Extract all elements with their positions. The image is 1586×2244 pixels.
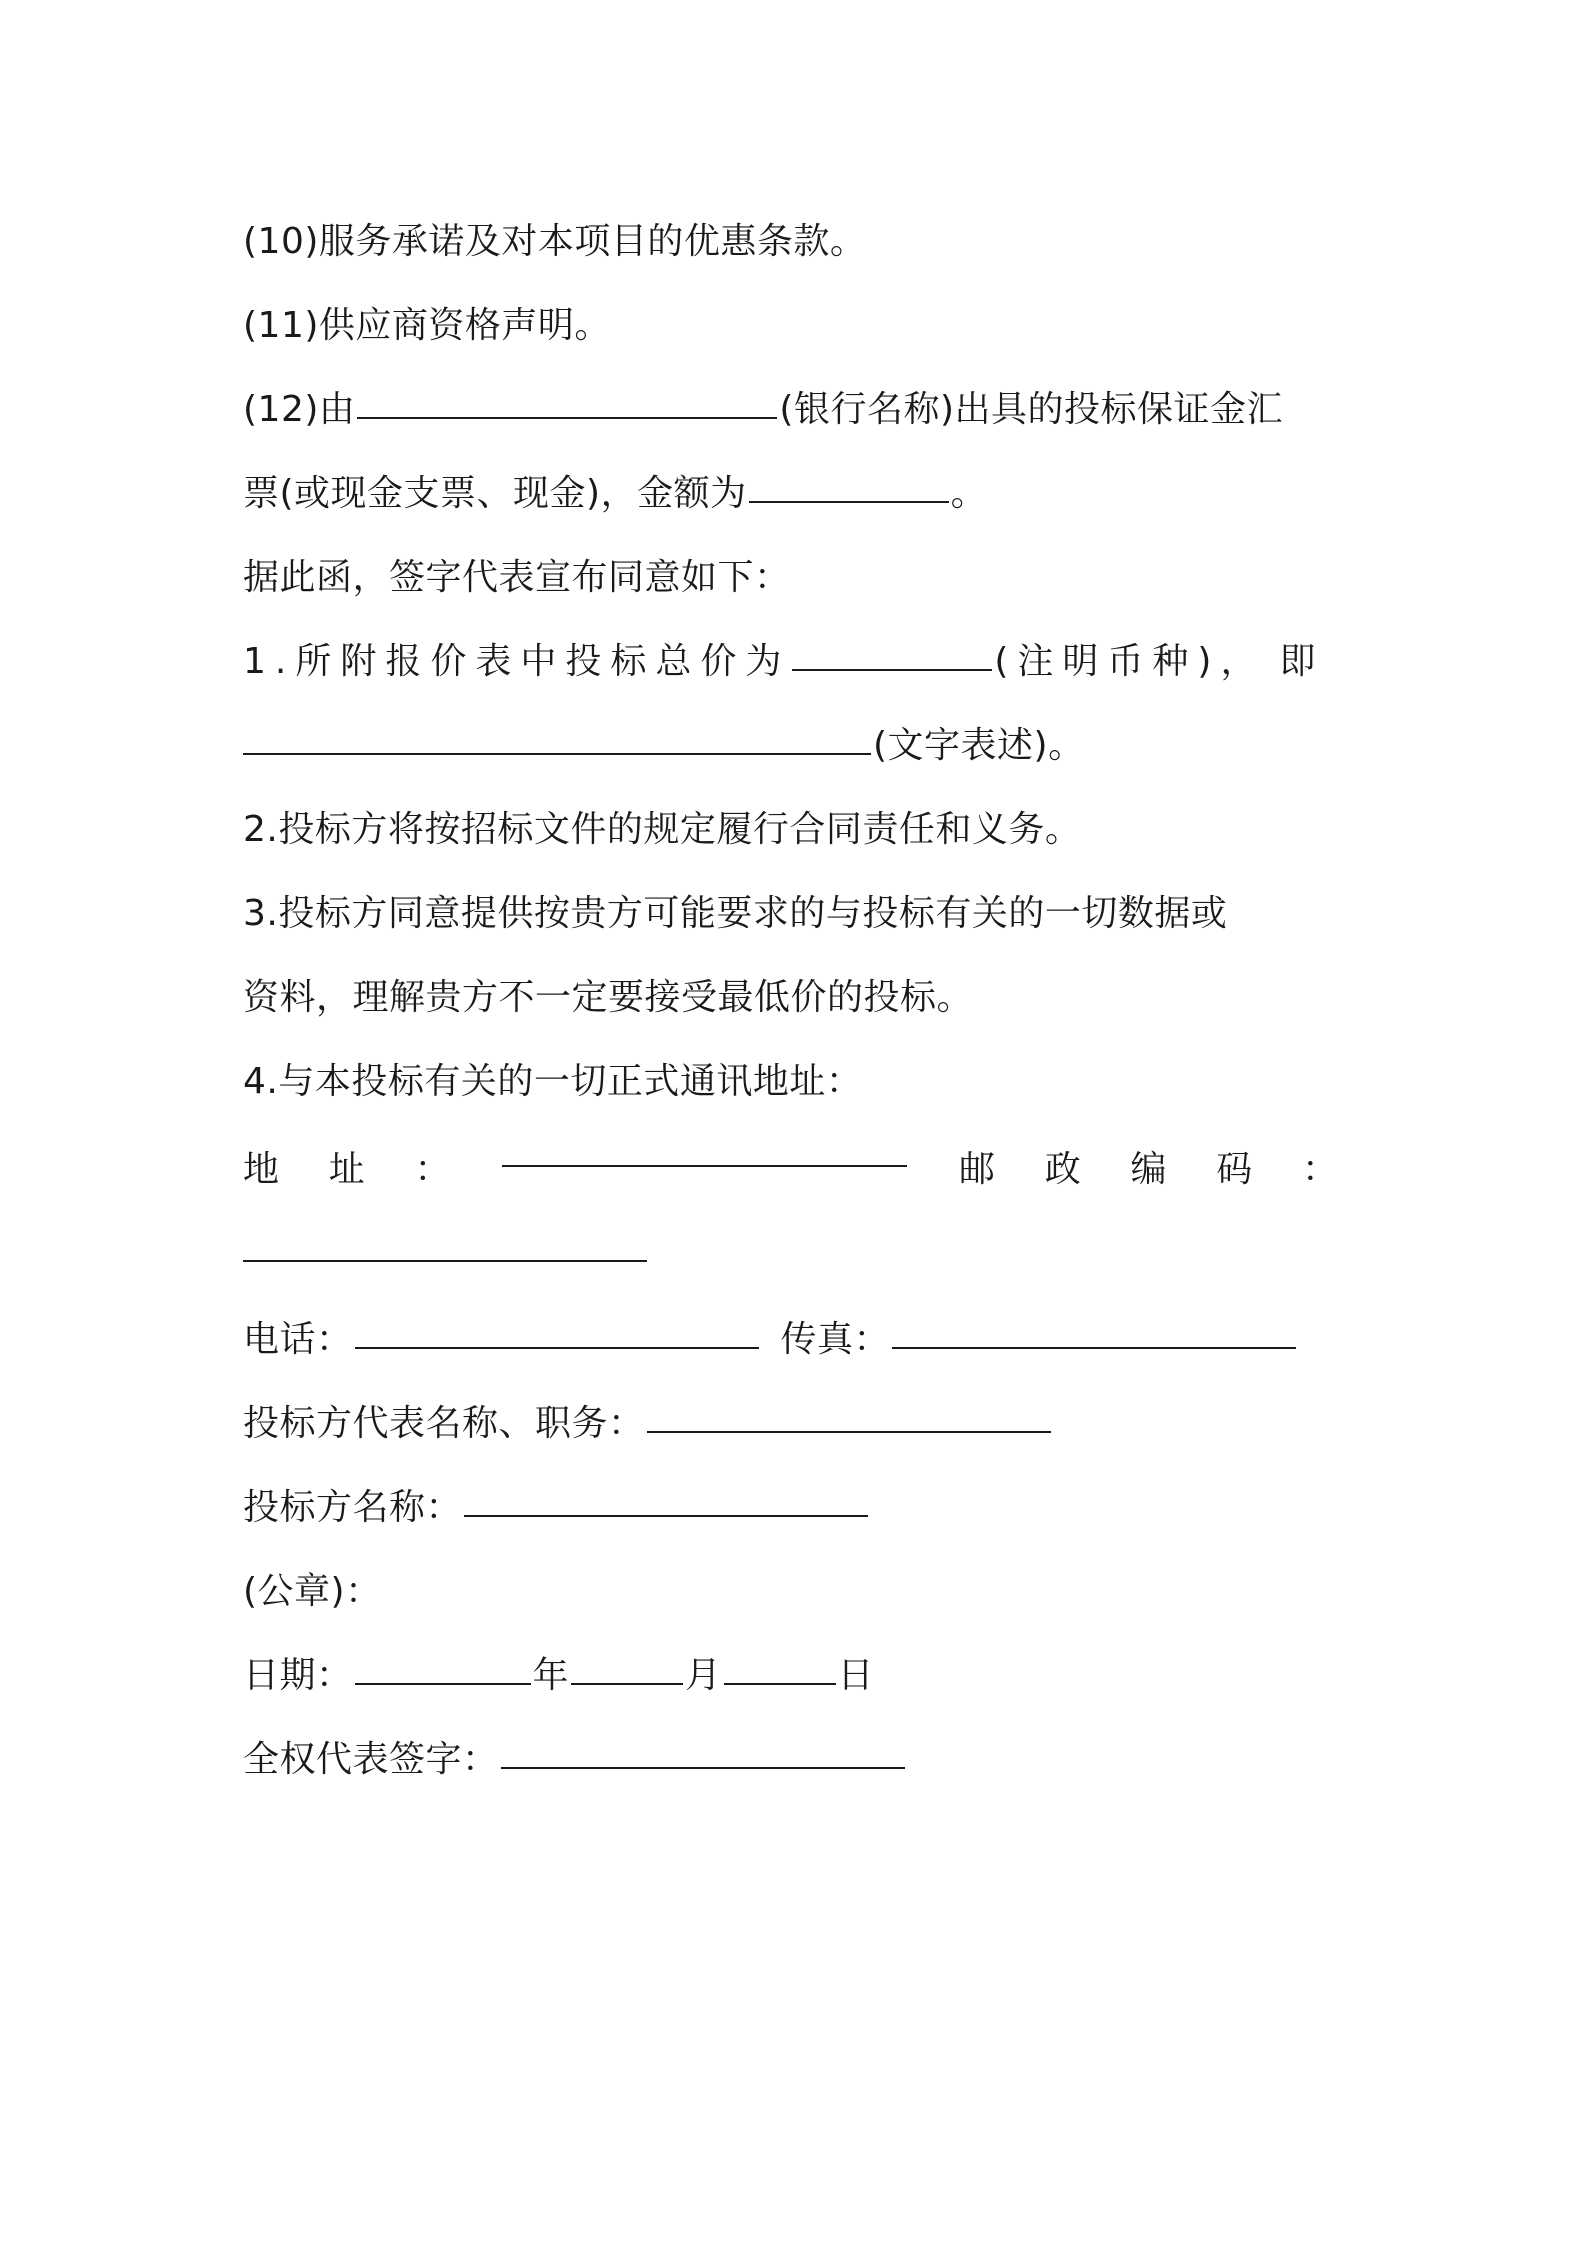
bank-name-blank[interactable] (357, 417, 777, 419)
month-blank[interactable] (571, 1683, 683, 1685)
clause-12 (243, 368, 1358, 452)
item-1-end: 即 (1279, 641, 1325, 682)
day-label: 日 (837, 1655, 875, 1696)
year-blank[interactable] (355, 1683, 531, 1685)
address-colon: ： (414, 1148, 451, 1190)
signature-row (243, 1718, 1358, 1802)
item-1 (243, 620, 1358, 704)
item-1-prefix: 1.所附报价表中投标总价为 (243, 641, 791, 682)
clause-10-text: (10)服务承诺及对本项目的优惠条款。 (243, 221, 867, 262)
item-3-text-b: 资料，理解贵方不一定要接受最低价的投标。 (243, 977, 974, 1018)
address-label-char-2: 址 (328, 1148, 365, 1190)
item-1-mid: (注明币种)， (994, 641, 1266, 682)
item-3 (243, 872, 1358, 956)
clause-12b-suffix: 。 (950, 473, 988, 514)
amount-blank[interactable] (749, 501, 949, 503)
phone-blank[interactable] (355, 1347, 759, 1349)
postal-label-char-4: 码 (1216, 1148, 1253, 1190)
day-blank[interactable] (724, 1683, 836, 1685)
phone-fax-row (243, 1298, 1358, 1382)
postal-label-char-3: 编 (1130, 1148, 1167, 1190)
representative-row (243, 1382, 1358, 1466)
address-blank[interactable] (502, 1165, 907, 1167)
postal-code-line (243, 1208, 1358, 1298)
address-label-char-1: 地 (243, 1148, 280, 1190)
representative-blank[interactable] (647, 1431, 1051, 1433)
clause-10 (243, 200, 1358, 284)
signature-label: 全权代表签字： (243, 1739, 499, 1780)
phone-label: 电话： (243, 1319, 353, 1360)
clause-12-suffix: (银行名称)出具的投标保证金汇 (779, 389, 1283, 430)
item-1b-suffix: (文字表述)。 (873, 725, 1085, 766)
postal-label-char-1: 邮 (958, 1148, 995, 1190)
item-4-text: 4.与本投标有关的一切正式通讯地址： (243, 1061, 863, 1102)
item-1-continued (243, 704, 1358, 788)
month-label: 月 (685, 1655, 722, 1696)
total-price-blank[interactable] (792, 669, 992, 671)
intro-text: 据此函，签字代表宣布同意如下： (243, 557, 791, 598)
address-postal-row (243, 1124, 1338, 1208)
price-in-words-blank[interactable] (243, 753, 871, 755)
bidder-name-row (243, 1466, 1358, 1550)
clause-11-text: (11)供应商资格声明。 (243, 305, 611, 346)
signature-blank[interactable] (501, 1767, 905, 1769)
fax-label: 传真： (780, 1319, 891, 1360)
year-label: 年 (532, 1655, 570, 1696)
seal-row (243, 1550, 1358, 1634)
postal-label-char-2: 政 (1044, 1148, 1081, 1190)
seal-label: (公章)： (243, 1571, 382, 1612)
representative-label: 投标方代表名称、职务： (243, 1403, 645, 1444)
clause-12-prefix: (12)由 (243, 389, 356, 430)
item-2-text: 2.投标方将按招标文件的规定履行合同责任和义务。 (243, 809, 1082, 850)
fax-blank[interactable] (892, 1347, 1296, 1349)
date-label: 日期： (243, 1655, 353, 1696)
document-body (243, 200, 1358, 1802)
item-3-text-a: 3.投标方同意提供按贵方可能要求的与投标有关的一切数据或 (243, 893, 1228, 934)
clause-11 (243, 284, 1358, 368)
bidder-name-blank[interactable] (464, 1515, 868, 1517)
bidder-name-label: 投标方名称： (243, 1487, 463, 1528)
item-3-continued (243, 956, 1358, 1040)
postal-code-blank[interactable] (243, 1260, 647, 1262)
date-row (243, 1634, 1358, 1718)
item-4 (243, 1040, 1358, 1124)
item-2 (243, 788, 1358, 872)
clause-12b-prefix: 票(或现金支票、现金)，金额为 (243, 473, 747, 514)
clause-12-continued (243, 452, 1358, 536)
intro-statement (243, 536, 1358, 620)
postal-colon: ： (1301, 1148, 1338, 1190)
